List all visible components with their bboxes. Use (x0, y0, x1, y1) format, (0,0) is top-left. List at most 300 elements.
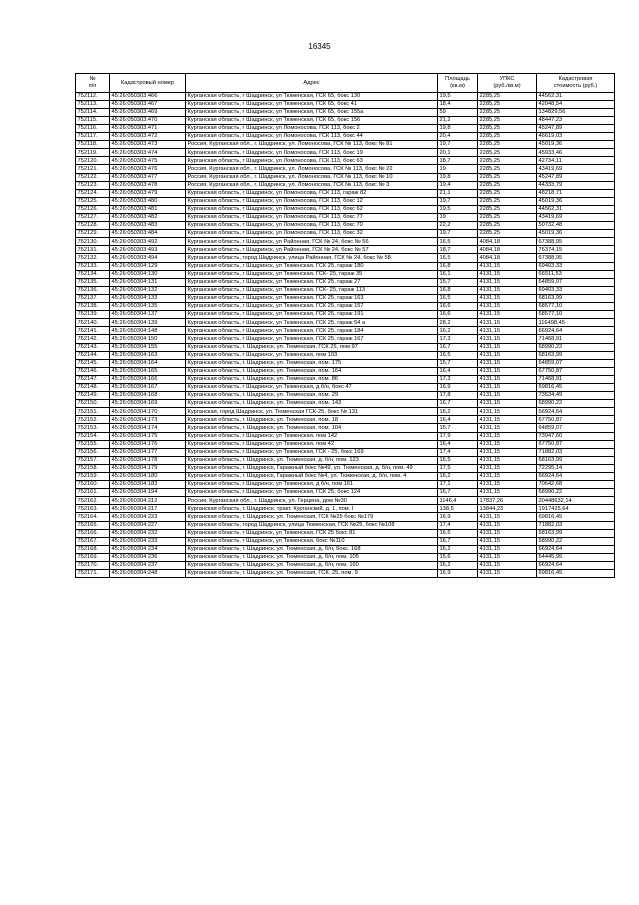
address-cell: Курганская область, г Шадринск, ул Тюменская, пом 142 (186, 432, 438, 440)
row-number-cell: 752134. (76, 270, 110, 278)
row-number-cell: 752112. (76, 92, 110, 100)
table-row (76, 392, 615, 400)
cadastral-value-cell: 64859,07 (537, 359, 615, 367)
address-cell: Россия, Курганская обл., г. Шадринск, ул. Герцена, дом №30 (186, 497, 438, 505)
cadastral-number-cell: 45:26:050304:194 (110, 489, 186, 497)
upks-cell: 4131,15 (478, 335, 537, 343)
upks-cell: 4131,15 (478, 303, 537, 311)
table-row (76, 254, 615, 262)
row-number-cell: 752121. (76, 165, 110, 173)
address-cell: Курганская область, г Шадринск, ул Тюменская, ГСК 65, бокс 130 (186, 92, 438, 100)
address-cell: Курганская область, г Шадринск, ул Районная, ГСК № 24, бокс № 57 (186, 246, 438, 254)
upks-cell: 4131,15 (478, 262, 537, 270)
cadastral-value-cell: 48447,23 (537, 116, 615, 124)
cadastral-number-cell: 45:26:050303:480 (110, 197, 186, 205)
cadastral-value-cell: 68163,99 (537, 456, 615, 464)
table-row (76, 173, 615, 181)
area-cell: 16,8 (438, 262, 478, 270)
table-row (76, 464, 615, 472)
row-number-cell: 752162. (76, 497, 110, 505)
table-row (76, 416, 615, 424)
cadastral-value-cell: 45019,36 (537, 141, 615, 149)
area-cell: 1146,4 (438, 497, 478, 505)
area-cell: 19,8 (438, 173, 478, 181)
area-cell: 16,5 (438, 351, 478, 359)
address-cell: Курганская область, г Шадринск, ул Тюменская, ГСК 65, бокс 156 (186, 116, 438, 124)
area-cell: 16,4 (438, 367, 478, 375)
address-cell: Курганская область, г Шадринск, ул Ломоносова, ГСК 113, бокс 62 (186, 205, 438, 213)
address-cell: Курганская область, г Шадринск, ул Тюменская, ГСК 25, гараж 180 (186, 262, 438, 270)
upks-cell: 13844,23 (478, 505, 537, 513)
cadastral-value-cell: 64859,07 (537, 424, 615, 432)
area-cell: 21,2 (438, 116, 478, 124)
upks-cell: 2285,25 (478, 230, 537, 238)
upks-cell: 4131,15 (478, 553, 537, 561)
cadastral-number-cell: 45:26:050304:167 (110, 383, 186, 391)
table-row (76, 351, 615, 359)
address-cell: Россия, Курганская обл., г. Шадринск, ул. Ломоносова, ГСК № 113, бокс № 22 (186, 165, 438, 173)
address-cell: Курганская область, г. Шадринск, тракт. Курганский, д. 1, пом. I (186, 505, 438, 513)
cadastral-value-cell: 71468,91 (537, 335, 615, 343)
table-row (76, 230, 615, 238)
address-cell: Курганская область, г Шадринск, ул Ломоносова, ГСК 113, бокс 77 (186, 214, 438, 222)
upks-cell: 4131,15 (478, 545, 537, 553)
address-cell: Россия, Курганская обл., г. Шадринск, ул. Ломоносова, ГСК № 113, бокс № 3 (186, 181, 438, 189)
table-row (76, 303, 615, 311)
cadastral-value-cell: 50732,48 (537, 222, 615, 230)
cadastral-value-cell: 69403,33 (537, 262, 615, 270)
cadastral-number-cell: 45:26:050304:237 (110, 562, 186, 570)
row-number-cell: 752140. (76, 319, 110, 327)
cadastral-number-cell: 45:26:050304:165 (110, 367, 186, 375)
row-number-cell: 752120. (76, 157, 110, 165)
row-number-cell: 752131. (76, 246, 110, 254)
upks-cell: 4131,15 (478, 270, 537, 278)
cadastral-number-cell: 45:26:050303:471 (110, 124, 186, 132)
cadastral-value-cell: 67750,87 (537, 367, 615, 375)
table-row (76, 214, 615, 222)
table-row (76, 270, 615, 278)
cadastral-number-cell: 45:26:050304:236 (110, 553, 186, 561)
cadastral-value-cell: 45019,36 (537, 197, 615, 205)
cadastral-number-cell: 45:26:050304:163 (110, 351, 186, 359)
row-number-cell: 752113. (76, 100, 110, 108)
cadastral-value-cell: 69816,45 (537, 513, 615, 521)
address-cell: Россия, Курганская обл., г. Шадринск, ул. Ломоносова, ГСК № 113, бокс № 81 (186, 141, 438, 149)
area-cell: 17,8 (438, 392, 478, 400)
table-body (76, 92, 615, 578)
row-number-cell: 752147. (76, 375, 110, 383)
upks-cell: 4131,15 (478, 529, 537, 537)
upks-cell: 4131,15 (478, 537, 537, 545)
upks-cell: 4131,15 (478, 286, 537, 294)
cadastral-number-cell: 45:26:050303:473 (110, 141, 186, 149)
cadastral-value-cell: 67750,87 (537, 440, 615, 448)
row-number-cell: 752117. (76, 133, 110, 141)
area-cell: 16,9 (438, 570, 478, 578)
upks-cell: 4131,15 (478, 456, 537, 464)
address-cell: Курганская область, г Шадринск, ул Тюменская, ГСК 65, бокс 41 (186, 100, 438, 108)
table-row (76, 400, 615, 408)
area-cell: 16,5 (438, 294, 478, 302)
row-number-cell: 752168. (76, 545, 110, 553)
area-cell: 59 (438, 108, 478, 116)
area-cell: 28,2 (438, 319, 478, 327)
row-number-cell: 752158. (76, 464, 110, 472)
address-cell: Курганская область, г Шадринск, ул Тюменская, д б/н, пом 161 (186, 481, 438, 489)
cadastral-value-cell: 66924,64 (537, 545, 615, 553)
cadastral-number-cell: 45:26:050303:477 (110, 173, 186, 181)
row-number-cell: 752116. (76, 124, 110, 132)
area-cell: 20,1 (438, 149, 478, 157)
row-number-cell: 752118. (76, 141, 110, 149)
area-cell: 16,4 (438, 440, 478, 448)
table-row (76, 424, 615, 432)
area-cell: 16,2 (438, 473, 478, 481)
row-number-cell: 752154. (76, 432, 110, 440)
row-number-cell: 752151. (76, 408, 110, 416)
address-cell: Курганская область, г Шадринск, ул Тюменская, ГСК 25, гараж 27 (186, 278, 438, 286)
upks-cell: 2285,25 (478, 222, 537, 230)
cadastral-value-cell: 64445,95 (537, 553, 615, 561)
cadastral-value-cell: 71882,03 (537, 521, 615, 529)
address-cell: Курганская область, г. Шадринск, ул. Тюменская, д. б/н, пом. 160 (186, 562, 438, 570)
address-cell: Курганская область, г. Шадринск, ул. Тюменская, ГСК №25 бокс №179 (186, 513, 438, 521)
address-cell: Курганская область, г Шадринск, ул Тюменская, бокс №110 (186, 537, 438, 545)
area-cell: 22,2 (438, 222, 478, 230)
cadastral-number-cell: 45:26:050303:483 (110, 222, 186, 230)
cadastral-number-cell: 45:26:050304:130 (110, 270, 186, 278)
address-cell: Курганская область, г Шадринск, ул Тюменская, д б/н, бокс 47 (186, 383, 438, 391)
table-row (76, 165, 615, 173)
cadastral-value-cell: 69403,33 (537, 286, 615, 294)
address-cell: Курганская область, город Шадринск, улица Тюменская, ГСК №25, бокс №108 (186, 521, 438, 529)
table-row (76, 335, 615, 343)
cadastral-number-cell: 45:26:050304:132 (110, 286, 186, 294)
address-cell: Курганская область, г. Шадринск, Гаражный бокс №49, ул. Тюменская, д. б/н, пом. 49 (186, 464, 438, 472)
area-cell: 17,9 (438, 432, 478, 440)
upks-cell: 2285,25 (478, 108, 537, 116)
upks-cell: 2285,25 (478, 197, 537, 205)
address-cell: Курганская область, г. Шадринск, ул. Тюменская, пом. 175 (186, 359, 438, 367)
table-row (76, 133, 615, 141)
area-cell: 19,4 (438, 181, 478, 189)
upks-cell: 2285,25 (478, 100, 537, 108)
header-upks: УПКС (руб./кв.м) (478, 74, 537, 93)
cadastral-number-cell: 45:26:050304:183 (110, 481, 186, 489)
header-cadastral-number: Кадастровый номер (110, 74, 186, 93)
cadastral-value-table (75, 73, 615, 578)
upks-cell: 4131,15 (478, 278, 537, 286)
area-cell: 17,1 (438, 481, 478, 489)
cadastral-number-cell: 45:26:050303:482 (110, 214, 186, 222)
table-row (76, 100, 615, 108)
table-row (76, 456, 615, 464)
address-cell: Курганская область, г. Шадринск, ул. Тюменская, пом. 164 (186, 367, 438, 375)
area-cell: 16,8 (438, 286, 478, 294)
address-cell: Курганская область, г Шадринск, ул Тюменская, ГСК 25, гараж 184 (186, 327, 438, 335)
table-row (76, 497, 615, 505)
area-cell: 19,8 (438, 124, 478, 132)
area-cell: 16,5 (438, 254, 478, 262)
cadastral-number-cell: 45:26:050304:137 (110, 311, 186, 319)
cadastral-value-cell: 46619,03 (537, 133, 615, 141)
cadastral-value-cell: 48218,71 (537, 189, 615, 197)
upks-cell: 2285,25 (478, 133, 537, 141)
upks-cell: 4131,15 (478, 319, 537, 327)
row-number-cell: 752156. (76, 448, 110, 456)
cadastral-number-cell: 45:26:050304:169 (110, 400, 186, 408)
upks-cell: 4131,15 (478, 416, 537, 424)
table-row (76, 481, 615, 489)
row-number-cell: 752138. (76, 303, 110, 311)
area-cell: 17,4 (438, 521, 478, 529)
row-number-cell: 752155. (76, 440, 110, 448)
row-number-cell: 752160. (76, 481, 110, 489)
area-cell: 16,2 (438, 408, 478, 416)
address-cell: Курганская область, г Шадринск, ул Тюменская, ГСК - 25, бокс 169 (186, 448, 438, 456)
cadastral-number-cell: 45:26:050303:484 (110, 230, 186, 238)
area-cell: 17,5 (438, 464, 478, 472)
row-number-cell: 752128. (76, 222, 110, 230)
cadastral-number-cell: 45:26:050304:129 (110, 262, 186, 270)
cadastral-number-cell: 45:26:050304:150 (110, 335, 186, 343)
cadastral-value-cell: 42734,11 (537, 157, 615, 165)
row-number-cell: 752146. (76, 367, 110, 375)
upks-cell: 4131,15 (478, 473, 537, 481)
area-cell: 16,5 (438, 238, 478, 246)
area-cell: 16,7 (438, 489, 478, 497)
upks-cell: 4131,15 (478, 562, 537, 570)
row-number-cell: 752150. (76, 400, 110, 408)
address-cell: Курганская область, г. Шадринск, Гаражный бокс №4, ул. Тюменская, д. б/н, пом. 4 (186, 473, 438, 481)
row-number-cell: 752166. (76, 529, 110, 537)
cadastral-number-cell: 45:26:050304:179 (110, 464, 186, 472)
address-cell: Курганская область, г Шадринск, ул Тюменская, ГСК 25, гараж 167 (186, 335, 438, 343)
table-row (76, 375, 615, 383)
upks-cell: 4131,15 (478, 489, 537, 497)
cadastral-number-cell: 45:26:050304:148 (110, 327, 186, 335)
upks-cell: 4131,15 (478, 432, 537, 440)
table-row (76, 181, 615, 189)
upks-cell: 2285,25 (478, 124, 537, 132)
cadastral-number-cell: 45:26:050304:180 (110, 473, 186, 481)
cadastral-number-cell: 45:26:050304:135 (110, 303, 186, 311)
row-number-cell: 752127. (76, 214, 110, 222)
cadastral-value-cell: 44333,79 (537, 181, 615, 189)
cadastral-number-cell: 45:26:050303:494 (110, 254, 186, 262)
row-number-cell: 752139. (76, 311, 110, 319)
cadastral-value-cell: 66924,64 (537, 327, 615, 335)
table-row (76, 432, 615, 440)
cadastral-value-cell: 73947,60 (537, 432, 615, 440)
upks-cell: 2285,25 (478, 116, 537, 124)
address-cell: Курганская область, г. Шадринск, ул. Тюменская, пом. 86 (186, 375, 438, 383)
cadastral-value-cell: 64859,07 (537, 278, 615, 286)
area-cell: 15,7 (438, 359, 478, 367)
cadastral-number-cell: 45:26:050303:481 (110, 205, 186, 213)
upks-cell: 2285,25 (478, 141, 537, 149)
table-row (76, 553, 615, 561)
address-cell: Россия, Курганская обл., г. Шадринск, ул. Ломоносова, ГСК № 113, бокс № 10 (186, 173, 438, 181)
cadastral-number-cell: 45:26:050304:176 (110, 440, 186, 448)
row-number-cell: 752130. (76, 238, 110, 246)
cadastral-number-cell: 45:26:050304:173 (110, 416, 186, 424)
row-number-cell: 752135. (76, 278, 110, 286)
area-cell: 17,4 (438, 448, 478, 456)
table-row (76, 124, 615, 132)
table-row (76, 537, 615, 545)
upks-cell: 4131,15 (478, 343, 537, 351)
table-row (76, 238, 615, 246)
header-cadastral-value: Кадастровая стоимость (руб.) (537, 74, 615, 93)
cadastral-value-cell: 44562,31 (537, 205, 615, 213)
upks-cell: 2285,25 (478, 165, 537, 173)
area-cell: 19,5 (438, 205, 478, 213)
cadastral-value-cell: 45019,36 (537, 230, 615, 238)
cadastral-number-cell: 45:26:050304:139 (110, 319, 186, 327)
cadastral-value-cell: 72295,14 (537, 464, 615, 472)
address-cell: Курганская область, г Шадринск, ул Тюменская, ГСК 25, гараж 157 (186, 303, 438, 311)
area-cell: 16,1 (438, 270, 478, 278)
address-cell: Курганская область, г. Шадринск, ул. Тюменская, пом. 104 (186, 424, 438, 432)
upks-cell: 4131,15 (478, 367, 537, 375)
cadastral-value-cell: 67750,87 (537, 416, 615, 424)
table-row (76, 367, 615, 375)
table-row (76, 286, 615, 294)
cadastral-number-cell: 45:26:050303:467 (110, 100, 186, 108)
upks-cell: 4131,15 (478, 392, 537, 400)
cadastral-value-cell: 67388,95 (537, 238, 615, 246)
table-row (76, 197, 615, 205)
table-row (76, 529, 615, 537)
upks-cell: 4131,15 (478, 351, 537, 359)
area-cell: 15,6 (438, 553, 478, 561)
row-number-cell: 752122. (76, 173, 110, 181)
cadastral-number-cell: 45:26:050303:475 (110, 157, 186, 165)
upks-cell: 4131,15 (478, 521, 537, 529)
cadastral-value-cell: 66924,64 (537, 408, 615, 416)
cadastral-value-cell: 42048,54 (537, 100, 615, 108)
table-row (76, 189, 615, 197)
table-row (76, 157, 615, 165)
cadastral-number-cell: 45:26:050304:164 (110, 359, 186, 367)
area-cell: 16,2 (438, 545, 478, 553)
cadastral-value-cell: 68577,10 (537, 303, 615, 311)
table-row (76, 448, 615, 456)
upks-cell: 2285,25 (478, 149, 537, 157)
row-number-cell: 752144. (76, 351, 110, 359)
upks-cell: 4131,15 (478, 294, 537, 302)
upks-cell: 4131,15 (478, 383, 537, 391)
address-cell: Курганская область, г. Шадринск, ул. Тюменская, д. б/н, пом. 123 (186, 456, 438, 464)
address-cell: Курганская область, г Шадринск, ул Тюменская, ГСК- 25, гараж 113 (186, 286, 438, 294)
table-row (76, 108, 615, 116)
address-cell: Курганская область, г Шадринск, ул Ломоносова, ГСК 113, бокс 44 (186, 133, 438, 141)
area-cell: 16,5 (438, 529, 478, 537)
row-number-cell: 752119. (76, 149, 110, 157)
upks-cell: 4131,15 (478, 464, 537, 472)
row-number-cell: 752149. (76, 392, 110, 400)
row-number-cell: 752129. (76, 230, 110, 238)
cadastral-number-cell: 45:26:050303:493 (110, 246, 186, 254)
cadastral-number-cell: 45:26:050303:472 (110, 133, 186, 141)
area-cell: 16,7 (438, 343, 478, 351)
cadastral-value-cell: 68163,99 (537, 294, 615, 302)
address-cell: Курганская область, город Шадринск, улица Районная, ГСК № 24, бокс № 58 (186, 254, 438, 262)
table-row (76, 408, 615, 416)
row-number-cell: 752171. (76, 570, 110, 578)
cadastral-number-cell: 45:26:050304:177 (110, 448, 186, 456)
area-cell: 16,9 (438, 383, 478, 391)
area-cell: 15,7 (438, 278, 478, 286)
table-row (76, 521, 615, 529)
upks-cell: 4084,18 (478, 246, 537, 254)
address-cell: Курганская область, г. Шадринск, ул. Тюменская, пом. 18 (186, 416, 438, 424)
row-number-cell: 752152. (76, 416, 110, 424)
area-cell: 16,5 (438, 456, 478, 464)
cadastral-number-cell: 45:26:050303:466 (110, 92, 186, 100)
upks-cell: 4131,15 (478, 424, 537, 432)
cadastral-value-cell: 45247,89 (537, 173, 615, 181)
cadastral-value-cell: 76374,15 (537, 246, 615, 254)
upks-cell: 2285,25 (478, 157, 537, 165)
table-row (76, 262, 615, 270)
area-cell: 16,9 (438, 513, 478, 521)
table-row (76, 343, 615, 351)
cadastral-number-cell: 45:26:050304:232 (110, 529, 186, 537)
cadastral-number-cell: 45:26:050304:217 (110, 505, 186, 513)
row-number-cell: 752141. (76, 327, 110, 335)
area-cell: 16,2 (438, 327, 478, 335)
row-number-cell: 752161. (76, 489, 110, 497)
address-cell: Курганская область, г Шадринск, ул Ломоносова, ГСК 113, бокс 70 (186, 222, 438, 230)
table-row (76, 246, 615, 254)
area-cell: 16,4 (438, 416, 478, 424)
address-cell: Курганская область, г Шадринск, ул Ломоносова, ГСК 113, бокс 19 (186, 149, 438, 157)
cadastral-value-cell: 66924,64 (537, 473, 615, 481)
row-number-cell: 752145. (76, 359, 110, 367)
cadastral-number-cell: 45:26:050304:168 (110, 392, 186, 400)
row-number-cell: 752124. (76, 189, 110, 197)
upks-cell: 4084,18 (478, 238, 537, 246)
cadastral-value-cell: 68163,99 (537, 529, 615, 537)
address-cell: Курганская область, г Шадринск, ул Тюменская, пом 103 (186, 351, 438, 359)
cadastral-value-cell: 70642,68 (537, 481, 615, 489)
row-number-cell: 752115. (76, 116, 110, 124)
area-cell: 16,6 (438, 303, 478, 311)
table-row (76, 294, 615, 302)
upks-cell: 4131,15 (478, 408, 537, 416)
page-number: 16345 (308, 42, 331, 51)
upks-cell: 4131,15 (478, 440, 537, 448)
table-row (76, 92, 615, 100)
row-number-cell: 752159. (76, 473, 110, 481)
cadastral-number-cell: 45:26:050304:227 (110, 521, 186, 529)
address-cell: Курганская область, г Шадринск, ул Ломоносова, ГСК 113, бокс 2 (186, 124, 438, 132)
row-number-cell: 752123. (76, 181, 110, 189)
cadastral-number-cell: 45:26:050303:470 (110, 116, 186, 124)
area-cell: 16,2 (438, 562, 478, 570)
area-cell: 138,5 (438, 505, 478, 513)
header-area: Площадь (кв.м) (438, 74, 478, 93)
table-row (76, 545, 615, 553)
table-row (76, 278, 615, 286)
table-row (76, 562, 615, 570)
upks-cell: 4131,15 (478, 400, 537, 408)
area-cell: 16,6 (438, 311, 478, 319)
row-number-cell: 752132. (76, 254, 110, 262)
